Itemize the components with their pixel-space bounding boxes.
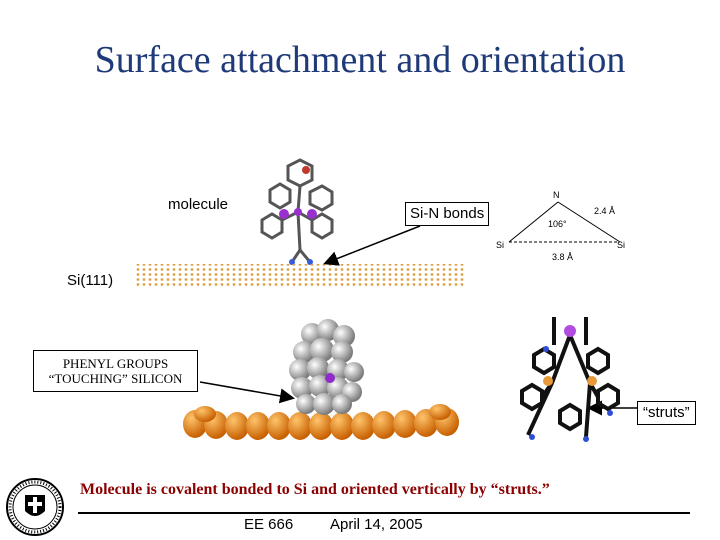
- slide-title: Surface attachment and orientation: [94, 39, 626, 81]
- footer-course: EE 666: [244, 516, 294, 533]
- si-n-bonds-label: Si-N bonds: [410, 205, 485, 222]
- struts-molecule: [512, 305, 632, 455]
- si-n-bonds-box: [405, 202, 489, 226]
- phenyl-line1: PHENYL GROUPS: [62, 356, 169, 371]
- footer-divider: [78, 512, 690, 514]
- bond-length-label: 2.4 Å: [594, 206, 616, 216]
- angle-label: 106°: [548, 219, 567, 229]
- phenyl-groups-box: [33, 350, 198, 392]
- molecule-stick-model: [240, 150, 360, 270]
- atom-si-left-label: Si: [496, 240, 505, 250]
- conclusion-text: Molecule is covalent bonded to Si and oriented vertically by “struts.”: [80, 481, 550, 498]
- si-si-distance-label: 3.8 Å: [552, 252, 574, 262]
- si111-label: Si(111): [67, 272, 114, 289]
- struts-label: “struts”: [643, 404, 690, 421]
- space-filling-model: [180, 312, 470, 452]
- university-seal-logo: [5, 477, 65, 537]
- struts-box: [637, 401, 696, 425]
- molecule-label: molecule: [168, 196, 229, 213]
- atom-si-right-label: Si: [617, 240, 626, 250]
- phenyl-line2: “TOUCHING” SILICON: [48, 371, 183, 386]
- footer-date: April 14, 2005: [330, 516, 423, 533]
- si-surface-dots: [135, 262, 465, 292]
- atom-n-label: N: [553, 190, 560, 200]
